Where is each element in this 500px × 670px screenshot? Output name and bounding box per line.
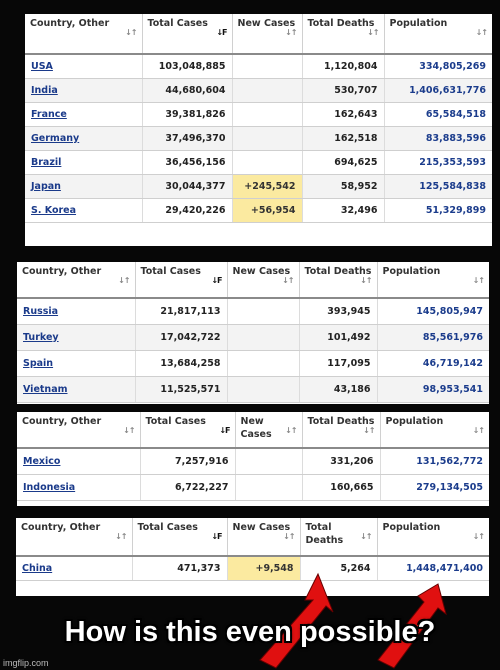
- cell-population: 131,562,772: [380, 448, 489, 474]
- watermark: imgflip.com: [3, 658, 49, 668]
- sort-icon[interactable]: ↓↑: [115, 532, 127, 541]
- header-new-cases-label: New Cases: [237, 18, 296, 29]
- sort-icon[interactable]: ↓↑: [475, 28, 487, 37]
- cell-population: 85,561,976: [377, 324, 489, 350]
- cell-total-cases: 7,257,916: [140, 448, 235, 474]
- cell-country[interactable]: Brazil: [25, 150, 142, 174]
- cell-population: 65,584,518: [384, 102, 492, 126]
- cell-new-cases: +245,542: [232, 174, 302, 198]
- sort-icon[interactable]: ↓↑: [360, 532, 372, 541]
- cell-country[interactable]: Germany: [25, 126, 142, 150]
- cell-total-deaths: 5,264: [300, 556, 377, 580]
- sort-icon[interactable]: ↓↑: [472, 426, 484, 435]
- cell-total-cases: 29,420,226: [142, 198, 232, 222]
- cell-population: 215,353,593: [384, 150, 492, 174]
- sort-icon[interactable]: ↓↑: [285, 28, 297, 37]
- cell-total-deaths: 160,665: [302, 474, 380, 500]
- cell-country[interactable]: China: [16, 556, 132, 580]
- cell-population: 334,805,269: [384, 54, 492, 78]
- header-total-deaths-label: Total Deaths: [305, 522, 344, 546]
- cell-country[interactable]: S. Korea: [25, 198, 142, 222]
- cell-country[interactable]: Vietnam: [17, 376, 135, 402]
- sort-icon[interactable]: ↓↑: [282, 276, 294, 285]
- cell-total-cases: 36,456,156: [142, 150, 232, 174]
- cell-total-deaths: 43,186: [299, 376, 377, 402]
- sort-icon[interactable]: ↓↑: [118, 276, 130, 285]
- cell-country[interactable]: Japan: [25, 174, 142, 198]
- cell-total-cases: 21,817,113: [135, 298, 227, 324]
- header-country-label: Country, Other: [22, 416, 102, 427]
- sort-icon[interactable]: ↓F: [211, 532, 222, 541]
- cell-total-deaths: 162,643: [302, 102, 384, 126]
- cell-total-deaths: 530,707: [302, 78, 384, 102]
- cell-population: 1,448,471,400: [377, 556, 489, 580]
- header-population-label: Population: [382, 522, 441, 533]
- cell-total-deaths: 393,945: [299, 298, 377, 324]
- header-total-deaths-label: Total Deaths: [307, 18, 375, 29]
- cell-country[interactable]: Mexico: [17, 448, 140, 474]
- sort-icon[interactable]: ↓↑: [363, 426, 375, 435]
- header-country-label: Country, Other: [22, 266, 102, 277]
- cell-total-deaths: 32,496: [302, 198, 384, 222]
- sort-icon[interactable]: ↓↑: [472, 532, 484, 541]
- cell-total-deaths: 1,120,804: [302, 54, 384, 78]
- sort-icon[interactable]: ↓↑: [472, 276, 484, 285]
- header-population-label: Population: [389, 18, 448, 29]
- cell-total-cases: 30,044,377: [142, 174, 232, 198]
- header-new-cases-label: New Cases: [232, 266, 291, 277]
- cell-total-deaths: 162,518: [302, 126, 384, 150]
- sort-icon[interactable]: ↓F: [216, 28, 227, 37]
- cell-country[interactable]: USA: [25, 54, 142, 78]
- header-total-cases-label: Total Cases: [145, 416, 206, 427]
- header-country-label: Country, Other: [21, 522, 101, 533]
- cell-country[interactable]: India: [25, 78, 142, 102]
- cell-country[interactable]: Indonesia: [17, 474, 140, 500]
- header-total-cases-label: Total Cases: [137, 522, 198, 533]
- cell-total-cases: 44,680,604: [142, 78, 232, 102]
- sort-icon[interactable]: ↓F: [211, 276, 222, 285]
- cell-total-deaths: 694,625: [302, 150, 384, 174]
- cell-total-cases: 11,525,571: [135, 376, 227, 402]
- header-new-cases-label: New Cases: [240, 416, 272, 440]
- cell-population: 145,805,947: [377, 298, 489, 324]
- cell-population: 1,406,631,776: [384, 78, 492, 102]
- header-total-deaths-label: Total Deaths: [307, 416, 375, 427]
- header-population-label: Population: [385, 416, 444, 427]
- cell-total-cases: 6,722,227: [140, 474, 235, 500]
- cell-country[interactable]: Spain: [17, 350, 135, 376]
- cell-total-cases: 471,373: [132, 556, 227, 580]
- sort-icon[interactable]: ↓F: [219, 426, 230, 435]
- sort-icon[interactable]: ↓↑: [123, 426, 135, 435]
- cell-population: 83,883,596: [384, 126, 492, 150]
- sort-icon[interactable]: ↓↑: [283, 532, 295, 541]
- cell-total-deaths: 101,492: [299, 324, 377, 350]
- header-country-label: Country, Other: [30, 18, 110, 29]
- cell-population: 125,584,838: [384, 174, 492, 198]
- sort-icon[interactable]: ↓↑: [367, 28, 379, 37]
- cell-total-deaths: 117,095: [299, 350, 377, 376]
- meme-caption: How is this even possible?: [64, 616, 436, 648]
- cell-new-cases: +56,954: [232, 198, 302, 222]
- sort-icon[interactable]: ↓↑: [360, 276, 372, 285]
- cell-population: 98,953,541: [377, 376, 489, 402]
- cell-total-deaths: 331,206: [302, 448, 380, 474]
- cell-total-cases: 103,048,885: [142, 54, 232, 78]
- cell-total-cases: 17,042,722: [135, 324, 227, 350]
- cell-total-cases: 39,381,826: [142, 102, 232, 126]
- header-new-cases-label: New Cases: [232, 522, 291, 533]
- cell-total-deaths: 58,952: [302, 174, 384, 198]
- cell-population: 51,329,899: [384, 198, 492, 222]
- cell-total-cases: 37,496,370: [142, 126, 232, 150]
- cell-country[interactable]: Turkey: [17, 324, 135, 350]
- header-total-cases-label: Total Cases: [140, 266, 201, 277]
- cell-new-cases: +9,548: [227, 556, 300, 580]
- header-total-cases-label: Total Cases: [147, 18, 208, 29]
- header-total-deaths-label: Total Deaths: [304, 266, 372, 277]
- cell-country[interactable]: France: [25, 102, 142, 126]
- sort-icon[interactable]: ↓↑: [125, 28, 137, 37]
- sort-icon[interactable]: ↓↑: [285, 426, 297, 435]
- cell-population: 46,719,142: [377, 350, 489, 376]
- cell-country[interactable]: Russia: [17, 298, 135, 324]
- header-population-label: Population: [382, 266, 441, 277]
- cell-population: 279,134,505: [380, 474, 489, 500]
- cell-total-cases: 13,684,258: [135, 350, 227, 376]
